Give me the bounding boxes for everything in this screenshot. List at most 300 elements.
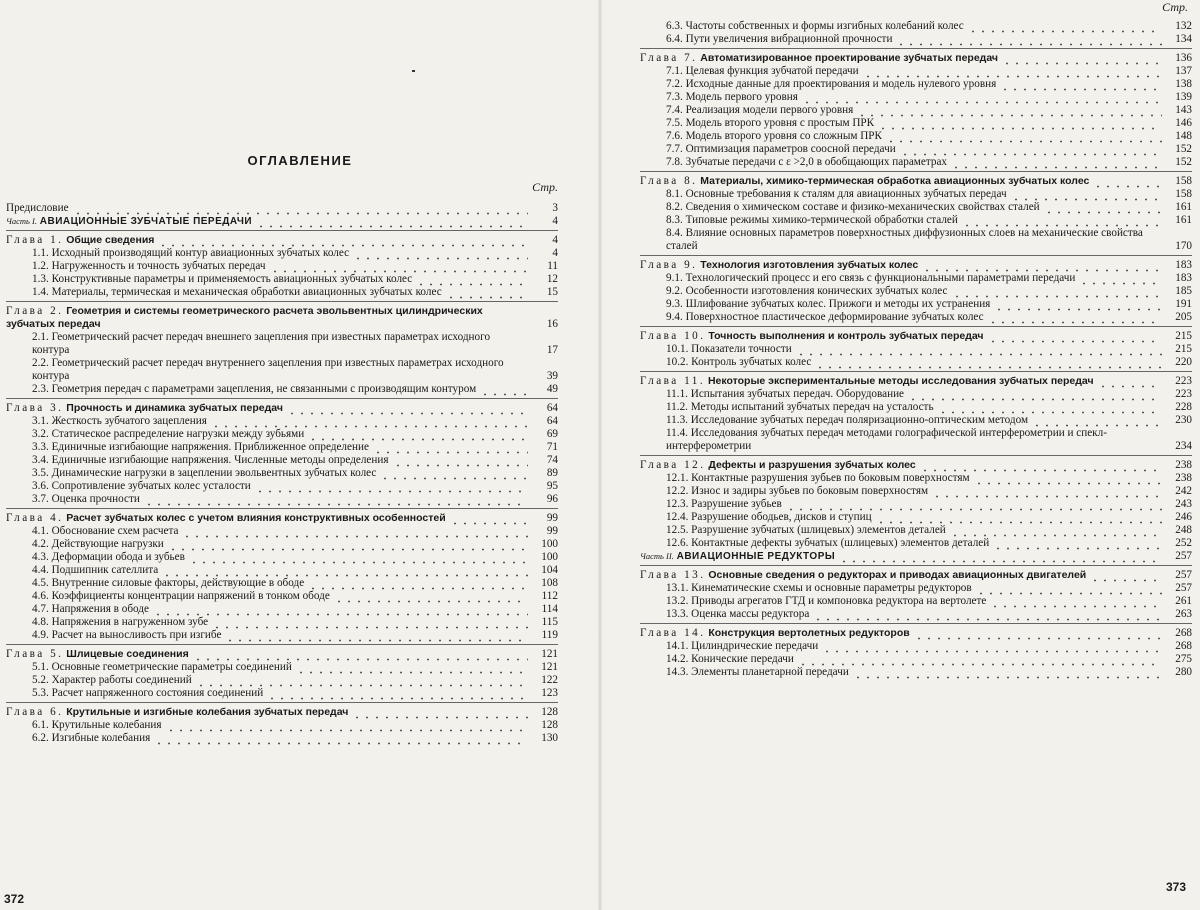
toc-page-number: 191 (1175, 298, 1192, 310)
toc-page-number: 100 (541, 538, 558, 550)
column-head-page: Стр. (1162, 0, 1188, 14)
dot-leader (166, 721, 528, 732)
toc-entry-row (640, 653, 1192, 666)
toc-entry-title: 11.1. Испытания зубчатых передач. Оборудование (666, 388, 905, 400)
toc-entry-row (6, 719, 558, 732)
part-label: Часть II. (640, 551, 674, 561)
toc-entry-row (640, 401, 1192, 414)
toc-entry-row (6, 616, 558, 629)
toc-entry-title: 3.6. Сопротивление зубчатых колес усталости (32, 480, 251, 492)
toc-entry-title: 8.1. Основные требования к сталям для авиационных зубчатых передач (666, 188, 1007, 200)
toc-entry-title: 3.1. Жесткость зубчатого зацепления (32, 415, 207, 427)
toc-page-number: 123 (541, 687, 558, 699)
toc-page-number: 161 (1175, 201, 1192, 213)
dot-leader (73, 204, 528, 215)
toc-page-number: 114 (541, 603, 558, 615)
toc-page-number: 261 (1175, 595, 1192, 607)
chapter-label: Глава 3. (6, 402, 64, 414)
toc-entry-title: 5.2. Характер работы соединений (32, 674, 192, 686)
dot-leader (938, 403, 1162, 414)
toc-entry-title: 2.3. Геометрия передач с параметрами зацепления, не связанными с производящим контуром (32, 383, 477, 395)
toc-entry-row (6, 629, 558, 642)
toc-entry-title: 13.2. Приводы агрегатов ГТД и компоновка редуктора на вертолете (666, 595, 987, 607)
toc-left (6, 202, 558, 745)
toc-entry-row (640, 427, 1192, 453)
dot-leader (162, 566, 528, 577)
toc-page-number: 280 (1175, 666, 1192, 678)
toc-entry-title: 6.3. Частоты собственных и формы изгибных колебаний колес (666, 20, 964, 32)
toc-page-number: 139 (1175, 91, 1192, 103)
toc-entry-title: 5.3. Расчет напряженного состояния соединений (32, 687, 264, 699)
toc-entry-row (640, 414, 1192, 427)
toc-page-number: 121 (541, 661, 558, 673)
toc-entry-row (6, 357, 558, 383)
dot-leader (352, 708, 528, 719)
toc-entry-title: 6.2. Изгибные колебания (32, 732, 151, 744)
toc-entry-row (640, 117, 1192, 130)
toc-entry-title: 1.2. Нагруженность и точность зубчатых передач (32, 260, 266, 272)
toc-entry-row (640, 78, 1192, 91)
dot-leader (988, 313, 1162, 324)
toc-chapter-row (640, 623, 1192, 640)
toc-entry-title: 4.9. Расчет на выносливость при изгибе (32, 629, 222, 641)
toc-chapter-row (640, 565, 1192, 582)
toc-entry-row (640, 537, 1192, 550)
dot-leader (334, 592, 528, 603)
toc-entry-title: 13.3. Оценка массы редуктора (666, 608, 810, 620)
chapter-label: Глава 7. (640, 52, 698, 64)
chapter-label: Глава 9. (640, 259, 698, 271)
chapter-label: Глава 14. (640, 627, 706, 639)
toc-entry-row (640, 272, 1192, 285)
toc-part-row (6, 215, 558, 228)
toc-entry-row (640, 214, 1192, 227)
toc-page-number: 223 (1175, 375, 1192, 387)
chapter-title: Дефекты и разрушения зубчатых колес (708, 459, 916, 471)
chapter-title: Технология изготовления зубчатых колес (700, 259, 919, 271)
toc-entry-row (6, 383, 558, 396)
toc-page-number: 95 (546, 480, 558, 492)
toc-page-number: 185 (1175, 285, 1192, 297)
toc-page-number: 4 (552, 234, 558, 246)
dot-leader (990, 597, 1162, 608)
toc-entry-title (6, 215, 252, 228)
toc-entry-title: 4.5. Внутренние силовые факторы, действующие в ободе (32, 577, 305, 589)
toc-entry-title: 5.1. Основные геометрические параметры соединений (32, 661, 292, 673)
toc-page-number: 158 (1175, 188, 1192, 200)
toc-page-number: 152 (1175, 143, 1192, 155)
toc-entry-title: 7.5. Модель второго уровня с простым ПРК (666, 117, 875, 129)
chapter-label: Глава 12. (640, 459, 706, 471)
dot-leader (900, 145, 1162, 156)
toc-entry-title: 7.3. Модель первого уровня (666, 91, 798, 103)
dot-leader (153, 605, 528, 616)
chapter-label: Глава 4. (6, 512, 64, 524)
toc-chapter-row (640, 255, 1192, 272)
toc-entry-title: 4.7. Напряжения в ободе (32, 603, 149, 615)
toc-entry-title (6, 305, 524, 331)
toc-entry-title: 7.2. Исходные данные для проектирования и модель нулевого уровня (666, 78, 997, 90)
dot-leader (308, 579, 528, 590)
toc-entry-row (6, 480, 558, 493)
toc-part-row (640, 550, 1192, 563)
toc-entry-row (640, 143, 1192, 156)
toc-entry-title (640, 175, 1089, 188)
toc-entry-title: 7.1. Целевая функция зубчатой передачи (666, 65, 859, 77)
toc-entry-title (640, 459, 916, 472)
dot-leader (144, 495, 528, 506)
toc-entry-row (640, 582, 1192, 595)
dot-leader (308, 430, 528, 441)
toc-page-number: 238 (1175, 459, 1192, 471)
toc-entry-row (6, 441, 558, 454)
toc-page-number: 99 (546, 525, 558, 537)
dot-leader (353, 249, 528, 260)
toc-page-number: 252 (1175, 537, 1192, 549)
toc-page-number: 100 (541, 551, 558, 563)
dot-leader (1079, 274, 1162, 285)
dot-leader (1093, 177, 1162, 188)
toc-entry-row (640, 33, 1192, 46)
toc-page-number: 121 (541, 648, 558, 660)
dot-leader (211, 417, 528, 428)
toc-entry-title: 9.3. Шлифование зубчатых колес. Прижоги и методы их устранения (666, 298, 991, 310)
toc-entry-title (6, 402, 283, 415)
dot-leader (857, 106, 1162, 117)
toc-entry-title: 4.4. Подшипник сателлита (32, 564, 159, 576)
toc-entry-row (640, 356, 1192, 369)
toc-chapter-row (640, 48, 1192, 65)
dot-leader (976, 584, 1162, 595)
toc-page-number: 130 (541, 732, 558, 744)
toc-page-number: 108 (541, 577, 558, 589)
toc-chapter-row (6, 644, 558, 661)
toc-chapter-row (6, 230, 558, 247)
toc-entry-row (6, 467, 558, 480)
dot-leader (393, 456, 528, 467)
toc-entry-row (6, 661, 558, 674)
toc-entry-row (6, 428, 558, 441)
toc-entry-row (6, 247, 558, 260)
part-title: АВИАЦИОННЫЕ ЗУБЧАТЫЕ ПЕРЕДАЧИ (39, 216, 253, 227)
dot-leader (863, 67, 1162, 78)
toc-entry-row (640, 91, 1192, 104)
toc-page-number: 99 (546, 512, 558, 524)
toc-entry-row (640, 472, 1192, 485)
toc-page-number: 39 (546, 370, 558, 382)
toc-entry-title: 3.5. Динамические нагрузки в зацеплении эвольвентных зубчатых колес (32, 467, 377, 479)
chapter-label: Глава 11. (640, 375, 706, 387)
toc-page-number: 138 (1175, 78, 1192, 90)
toc-right (640, 20, 1192, 679)
toc-entry-row (640, 298, 1192, 311)
toc-page-number: 215 (1175, 330, 1192, 342)
toc-page-number: 257 (1175, 550, 1192, 562)
toc-page-number: 263 (1175, 608, 1192, 620)
toc-entry-row (640, 156, 1192, 169)
toc-page-number: 257 (1175, 569, 1192, 581)
dot-leader (182, 527, 528, 538)
toc-entry-row (640, 511, 1192, 524)
dot-leader (822, 642, 1162, 653)
chapter-label: Глава 6. (6, 706, 64, 718)
dot-leader (1090, 571, 1162, 582)
toc-page-number: 74 (546, 454, 558, 466)
toc-page-number: 152 (1175, 156, 1192, 168)
right-page (600, 0, 1200, 910)
toc-entry-title: 11.3. Исследование зубчатых передач поляризационно-оптическим методом (666, 414, 1029, 426)
toc-page-number: 223 (1175, 388, 1192, 400)
toc-page-number: 136 (1175, 52, 1192, 64)
toc-entry-title: 7.6. Модель второго уровня со сложным ПРК (666, 130, 882, 142)
toc-entry-row (640, 608, 1192, 621)
dot-leader (480, 385, 528, 396)
dot-leader (255, 482, 528, 493)
dot-leader (1011, 190, 1162, 201)
toc-entry-title: 4.2. Действующие нагрузки (32, 538, 164, 550)
toc-page-number: 205 (1175, 311, 1192, 323)
toc-page-number: 243 (1175, 498, 1192, 510)
column-head-page: Стр. (532, 180, 558, 194)
chapter-title: Конструкция вертолетных редукторов (708, 627, 910, 639)
dot-leader (1044, 203, 1162, 214)
dot-leader (962, 216, 1162, 227)
toc-entry-row (6, 525, 558, 538)
dot-leader (968, 22, 1162, 33)
dot-leader (932, 487, 1162, 498)
chapter-title: Шлицевые соединения (66, 648, 189, 660)
toc-entry-row (640, 188, 1192, 201)
toc-page-number: 89 (546, 467, 558, 479)
toc-entry-title: 12.4. Разрушение ободьев, дисков и ступиц (666, 511, 872, 523)
toc-page-number: 234 (1175, 440, 1192, 452)
toc-page-number: 246 (1175, 511, 1192, 523)
dot-leader (380, 469, 528, 480)
dot-leader (974, 474, 1162, 485)
page-title: ОГЛАВЛЕНИЕ (247, 153, 353, 168)
dot-leader (886, 132, 1162, 143)
toc-page-number: 15 (546, 286, 558, 298)
toc-entry-title: 3.4. Единичные изгибающие напряжения. Численные методы определения (32, 454, 389, 466)
toc-chapter-row (640, 171, 1192, 188)
toc-entry-title: 10.1. Показатели точности (666, 343, 792, 355)
toc-page-number: 134 (1175, 33, 1192, 45)
toc-entry-title: 4.1. Обоснование схем расчета (32, 525, 179, 537)
toc-entry-title: 12.6. Контактные дефекты зубчатых (шлицевых) элементов деталей (666, 537, 990, 549)
toc-page-number: 183 (1175, 272, 1192, 284)
dot-leader (993, 539, 1162, 550)
toc-entry-title: 12.2. Износ и задиры зубьев по боковым поверхностям (666, 485, 929, 497)
toc-page-number: 3 (552, 202, 558, 214)
toc-entry-title: 3.3. Единичные изгибающие напряжения. Приближенное определение (32, 441, 369, 453)
chapter-label: Глава 13. (640, 569, 706, 581)
chapter-label: Глава 8. (640, 175, 698, 187)
toc-page-number: 115 (541, 616, 558, 628)
toc-entry-row (6, 564, 558, 577)
chapter-title: Автоматизированное проектирование зубчатых передач (700, 52, 999, 64)
chapter-label: Глава 1. (6, 234, 64, 246)
dot-leader (212, 618, 528, 629)
toc-page-number: 71 (546, 441, 558, 453)
toc-entry-title (640, 330, 984, 343)
dot-leader (813, 610, 1162, 621)
toc-page-number: 220 (1175, 356, 1192, 368)
toc-chapter-row (640, 371, 1192, 388)
dot-leader (988, 332, 1162, 343)
toc-entry-row (640, 65, 1192, 78)
toc-entry-title: 6.1. Крутильные колебания (32, 719, 162, 731)
toc-page-number: 146 (1175, 117, 1192, 129)
toc-page-number: 12 (546, 273, 558, 285)
toc-entry-title: 8.2. Сведения о химическом составе и физико-механических свойствах сталей (666, 201, 1040, 213)
toc-entry-row (640, 227, 1192, 253)
dot-leader (908, 390, 1162, 401)
toc-page-number: 96 (546, 493, 558, 505)
toc-entry-title: 6.4. Пути увеличения вибрационной прочности (666, 33, 893, 45)
toc-entry-title (6, 234, 154, 247)
toc-entry-title: 4.3. Деформации обода и зубьев (32, 551, 185, 563)
toc-entry-title (6, 512, 446, 525)
toc-entry-title: 2.1. Геометрический расчет передач внешнего зацепления при известных параметрах исходного контура (32, 331, 491, 356)
dot-leader (287, 404, 528, 415)
dot-leader (786, 500, 1162, 511)
dot-leader (950, 526, 1162, 537)
dot-leader (796, 345, 1162, 356)
toc-page-number: 161 (1175, 214, 1192, 226)
toc-chapter-row (6, 301, 558, 331)
toc-entry-row (640, 666, 1192, 679)
dot-leader (193, 650, 528, 661)
dot-leader (922, 261, 1162, 272)
toc-entry-title: 3.7. Оценка прочности (32, 493, 140, 505)
toc-entry-row (640, 388, 1192, 401)
chapter-title: Некоторые экспериментальные методы исследования зубчатых передач (707, 375, 1094, 387)
chapter-title: Крутильные и изгибные колебания зубчатых передач (66, 706, 349, 718)
toc-entry-row (640, 285, 1192, 298)
dot-leader (920, 461, 1162, 472)
toc-entry-title: 9.4. Поверхностное пластическое деформирование зубчатых колес (666, 311, 984, 323)
print-mark (412, 70, 415, 72)
toc-entry-title: 4.8. Напряжения в нагруженном зубе (32, 616, 209, 628)
toc-entry-row (6, 415, 558, 428)
toc-entry-row (6, 732, 558, 745)
dot-leader (839, 552, 1162, 563)
dot-leader (896, 35, 1162, 46)
dot-leader (450, 514, 528, 525)
toc-page-number: 112 (541, 590, 558, 602)
toc-page-number: 183 (1175, 259, 1192, 271)
chapter-title: Материалы, химико-термическая обработка авиационных зубчатых колес (700, 175, 1090, 187)
dot-leader (802, 93, 1162, 104)
toc-entry-row (640, 201, 1192, 214)
toc-entry-title: 1.1. Исходный производящий контур авиационных зубчатых колес (32, 247, 350, 259)
toc-page-number: 4 (552, 247, 558, 259)
toc-page-number: 128 (541, 706, 558, 718)
toc-page-number: 137 (1175, 65, 1192, 77)
dot-leader (225, 631, 528, 642)
toc-entry-row (640, 640, 1192, 653)
part-label: Часть I. (6, 216, 37, 226)
toc-entry-title: 4.6. Коэффициенты концентрации напряжений в тонком ободе (32, 590, 330, 602)
toc-entry-row (6, 331, 558, 357)
dot-leader (196, 676, 528, 687)
chapter-title: Точность выполнения и контроль зубчатых передач (708, 330, 984, 342)
toc-entry-title: 1.3. Конструктивные параметры и применяемость авиационных зубчатых колес (32, 273, 413, 285)
dot-leader (1098, 377, 1162, 388)
toc-entry-title (640, 52, 998, 65)
dot-leader (168, 540, 528, 551)
dot-leader (878, 119, 1162, 130)
part-title: АВИАЦИОННЫЕ РЕДУКТОРЫ (676, 551, 836, 562)
toc-chapter-row (640, 455, 1192, 472)
toc-entry-title: 7.7. Оптимизация параметров соосной передачи (666, 143, 896, 155)
toc-page-number: 16 (546, 318, 558, 330)
toc-entry-title: 2.2. Геометрический расчет передач внутреннего зацепления при известных параметрах исходного контура (32, 357, 504, 382)
toc-entry-title: 7.4. Реализация модели первого уровня (666, 104, 854, 116)
toc-entry-row (6, 454, 558, 467)
toc-entry-row (6, 674, 558, 687)
toc-entry-row (6, 603, 558, 616)
toc-page-number: 248 (1175, 524, 1192, 536)
dot-leader (416, 275, 528, 286)
chapter-title: Геометрия и системы геометрического расчета эвольвентных цилиндрических зубчатых передач (6, 305, 483, 330)
toc-entry-title: 11.2. Методы испытаний зубчатых передач на усталость (666, 401, 934, 413)
dot-leader (1032, 416, 1162, 427)
toc-entry-title (6, 706, 348, 719)
toc-entry-title: 10.2. Контроль зубчатых колес (666, 356, 812, 368)
toc-page-number: 11 (547, 260, 558, 272)
toc-entry-title: 3.2. Статическое распределение нагрузки между зубьями (32, 428, 305, 440)
toc-entry-row (640, 130, 1192, 143)
toc-chapter-row (6, 702, 558, 719)
toc-entry-title: 11.4. Исследования зубчатых передач методами голографической интерферометрии и спекл-интерферометрии (666, 427, 1107, 452)
dot-leader (798, 655, 1162, 666)
chapter-label: Глава 10. (640, 330, 706, 342)
toc-entry-row (6, 286, 558, 299)
dot-leader (296, 663, 528, 674)
dot-leader (914, 629, 1162, 640)
toc-chapter-row (6, 508, 558, 525)
toc-page-number: 17 (546, 344, 558, 356)
chapter-title: Общие сведения (66, 234, 155, 246)
dot-leader (189, 553, 528, 564)
toc-entry-title: 14.2. Конические передачи (666, 653, 794, 665)
dot-leader (446, 288, 528, 299)
dot-leader (951, 158, 1162, 169)
toc-entry-row (6, 551, 558, 564)
dot-leader (994, 300, 1162, 311)
toc-page-number: 230 (1175, 414, 1192, 426)
toc-entry-title: 8.4. Влияние основных параметров поверхностных диффузионных слоев на механические свойства сталей (666, 227, 1143, 252)
dot-leader (853, 668, 1162, 679)
chapter-title: Расчет зубчатых колес с учетом влияния конструктивных особенностей (66, 512, 446, 524)
toc-page-number: 64 (546, 402, 558, 414)
toc-page-number: 122 (541, 674, 558, 686)
toc-chapter-row (6, 398, 558, 415)
toc-entry-row (6, 577, 558, 590)
toc-entry-title: 9.1. Технологический процесс и его связь с функциональными параметрами передачи (666, 272, 1076, 284)
toc-page-number: 257 (1175, 582, 1192, 594)
dot-leader (267, 689, 528, 700)
toc-entry-row (640, 524, 1192, 537)
toc-entry-title: 12.5. Разрушение зубчатых (шлицевых) элементов деталей (666, 524, 946, 536)
toc-page-number: 242 (1175, 485, 1192, 497)
dot-leader (1002, 54, 1162, 65)
dot-leader (815, 358, 1162, 369)
page-number: 373 (1165, 880, 1186, 894)
chapter-label: Глава 2. (6, 305, 64, 317)
toc-page-number: 64 (546, 415, 558, 427)
